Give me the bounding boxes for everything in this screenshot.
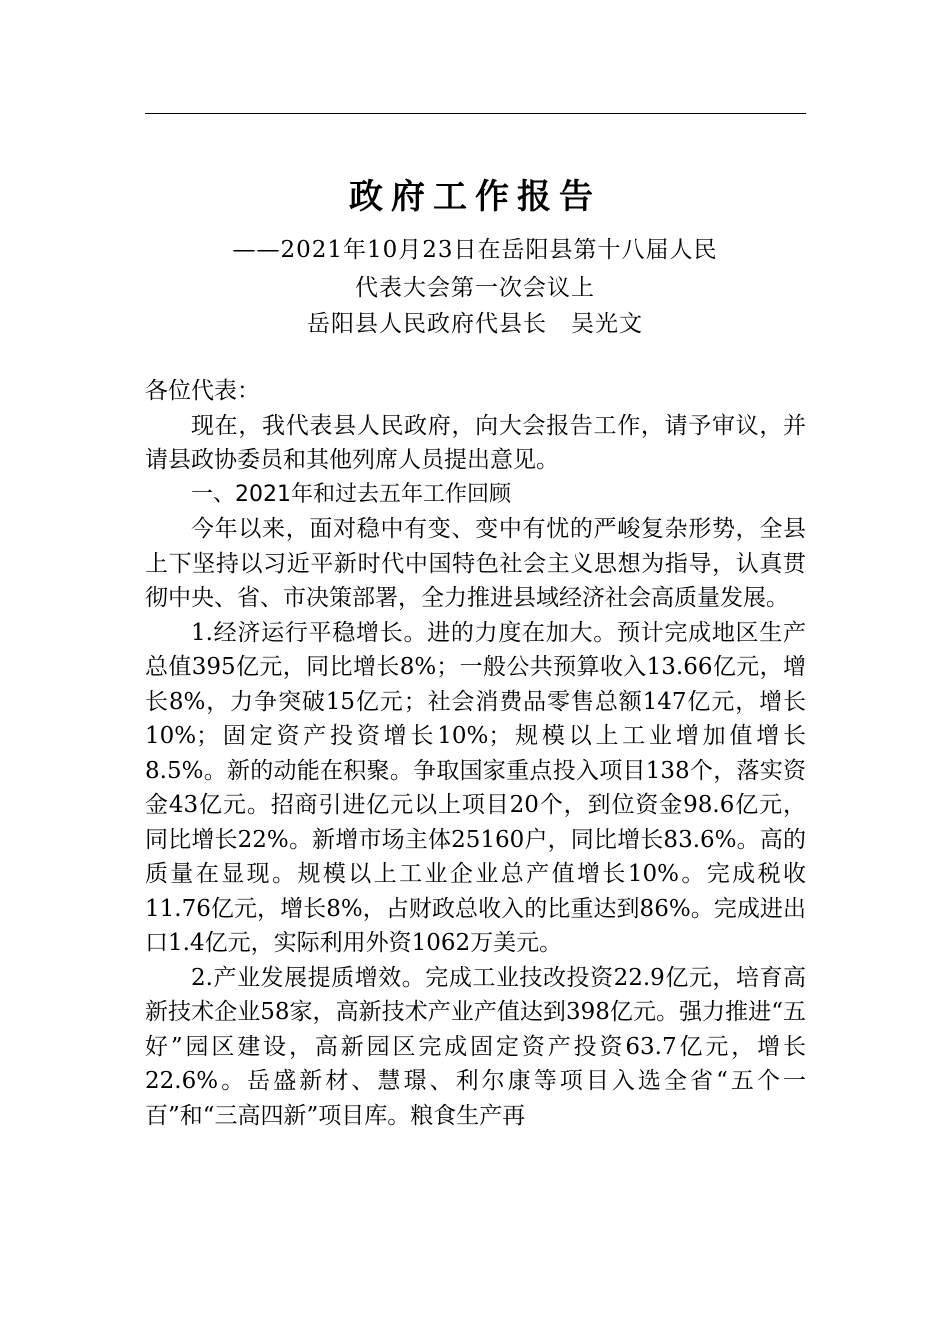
subtitle-speaker-line: 岳阳县人民政府代县长 吴光文 xyxy=(307,311,643,337)
industry-paragraph: 2.产业发展提质增效。完成工业技改投资22.9亿元，培育高新技术企业58家，高新技术产业产值达到398亿元。强力推进“五好”园区建设，高新园区完成固定资产投资63.7亿元，增长22.6%。岳盛新材、慧璟、利尔康等项目入选全省“五个一百”和“三高四新”项目库。粮食生产再 xyxy=(145,964,806,1129)
subtitle-meeting-line: 代表大会第一次会议上 xyxy=(355,275,595,301)
subtitle-date-line: ——2021年10月23日在岳阳县第十八届人民 xyxy=(232,237,718,263)
header-rule xyxy=(145,113,806,114)
economy-paragraph: 1.经济运行平稳增长。进的力度在加大。预计完成地区生产总值395亿元，同比增长8%；一般公共预算收入13.66亿元，增长8%，力争突破15亿元；社会消费品零售总额147亿元，增长10%；固定资产投资增长10%；规模以上工业增加值增长8.5%。新的动能在积聚。争取国家重点投入项目138个，落实资金43亿元。招商引进亿元以上项目20个，到位资金98.6亿元，同比增长22%。新增市场主体25160户，同比增长83.6%。高的质量在显现。规模以上工业企业总产值增长10%。完成税收11.76亿元，增长8%，占财政总收入的比重达到86%。完成进出口1.4亿元，实际利用外资1062万美元。 xyxy=(145,619,806,956)
intro-paragraph: 现在，我代表县人民政府，向大会报告工作，请予审议，并请县政协委员和其他列席人员提出意见。 xyxy=(145,412,806,473)
section-heading: 一、2021年和过去五年工作回顾 xyxy=(191,481,511,507)
salutation: 各位代表： xyxy=(145,378,260,404)
document-body xyxy=(145,374,806,1133)
overview-paragraph: 今年以来，面对稳中有变、变中有忧的严峻复杂形势，全县上下坚持以习近平新时代中国特色社会主义思想为指导，认真贯彻中央、省、市决策部署，全力推进县域经济社会高质量发展。 xyxy=(145,516,806,611)
document-title: 政府工作报告 xyxy=(349,177,601,217)
